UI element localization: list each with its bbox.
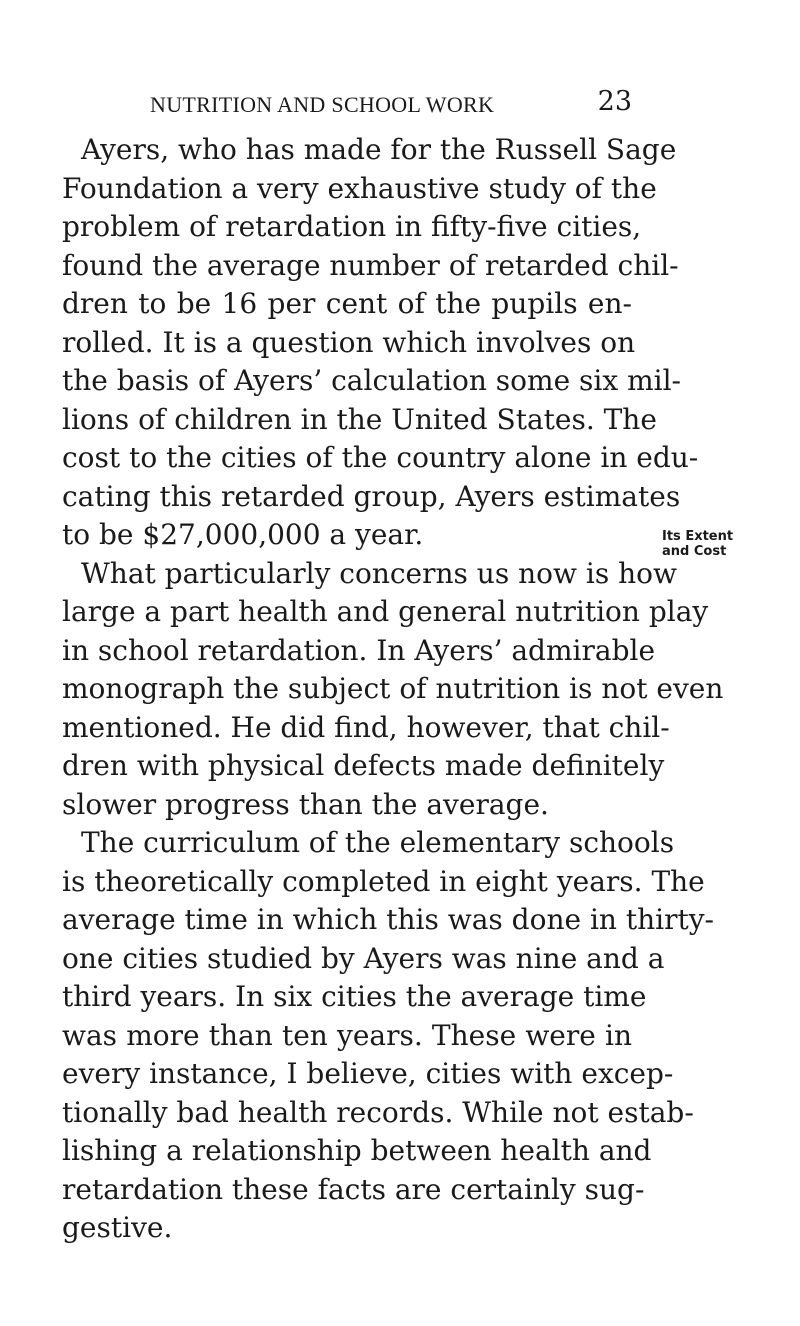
margin-note bbox=[662, 529, 762, 559]
text-line: mentioned. He did find, however, that chil- bbox=[62, 710, 670, 744]
text-line: retardation these facts are certainly sug- bbox=[62, 1172, 645, 1206]
text-line: found the average number of retarded chil- bbox=[62, 248, 679, 282]
text-line: average time in which this was done in thirty- bbox=[62, 903, 715, 936]
text-line: third years. In six cities the average time bbox=[62, 980, 647, 1013]
text-line: slower progress than the average. bbox=[62, 787, 549, 821]
text-line: Ayers, who has made for the Russell Sage bbox=[81, 133, 677, 166]
text-line: lishing a relationship between health and bbox=[62, 1134, 652, 1167]
text-line: lions of children in the United States. The bbox=[62, 402, 657, 436]
text-line: dren to be 16 per cent of the pupils en- bbox=[62, 287, 632, 320]
margin-note-line: Its Extent bbox=[662, 529, 734, 544]
page-number: 23 bbox=[597, 86, 632, 117]
running-title: NUTRITION AND SCHOOL WORK bbox=[150, 92, 495, 117]
text-line: to be $27,000,000 a year. bbox=[62, 518, 424, 551]
text-line: the basis of Ayers’ calculation some six mil- bbox=[62, 364, 681, 397]
running-head bbox=[62, 86, 632, 122]
text-line: is theoretically completed in eight years. The bbox=[62, 864, 705, 898]
text-line: every instance, I believe, cities with excep- bbox=[62, 1057, 674, 1090]
text-line: Foundation a very exhaustive study of the bbox=[62, 171, 657, 205]
text-line: was more than ten years. These were in bbox=[62, 1018, 632, 1052]
text-line: tionally bad health records. While not estab- bbox=[62, 1095, 694, 1129]
text-line: rolled. It is a question which involves on bbox=[62, 325, 636, 359]
text-line: in school retardation. In Ayers’ admirable bbox=[62, 633, 656, 667]
text-line: The curriculum of the elementary schools bbox=[81, 826, 675, 859]
text-line: cating this retarded group, Ayers estimates bbox=[62, 479, 681, 513]
text-line: one cities studied by Ayers was nine and a bbox=[62, 941, 665, 975]
text-line: large a part health and general nutrition play bbox=[62, 595, 709, 628]
text-line: problem of retardation in fifty-five cities, bbox=[62, 210, 642, 243]
text-line: dren with physical defects made definitely bbox=[62, 749, 665, 782]
text-line: monograph the subject of nutrition is not even bbox=[62, 672, 724, 705]
text-line: gestive. bbox=[62, 1211, 173, 1244]
margin-note-line: and Cost bbox=[662, 544, 727, 559]
text-line: cost to the cities of the country alone in edu- bbox=[62, 441, 699, 474]
text-line: What particularly concerns us now is how bbox=[81, 556, 677, 590]
